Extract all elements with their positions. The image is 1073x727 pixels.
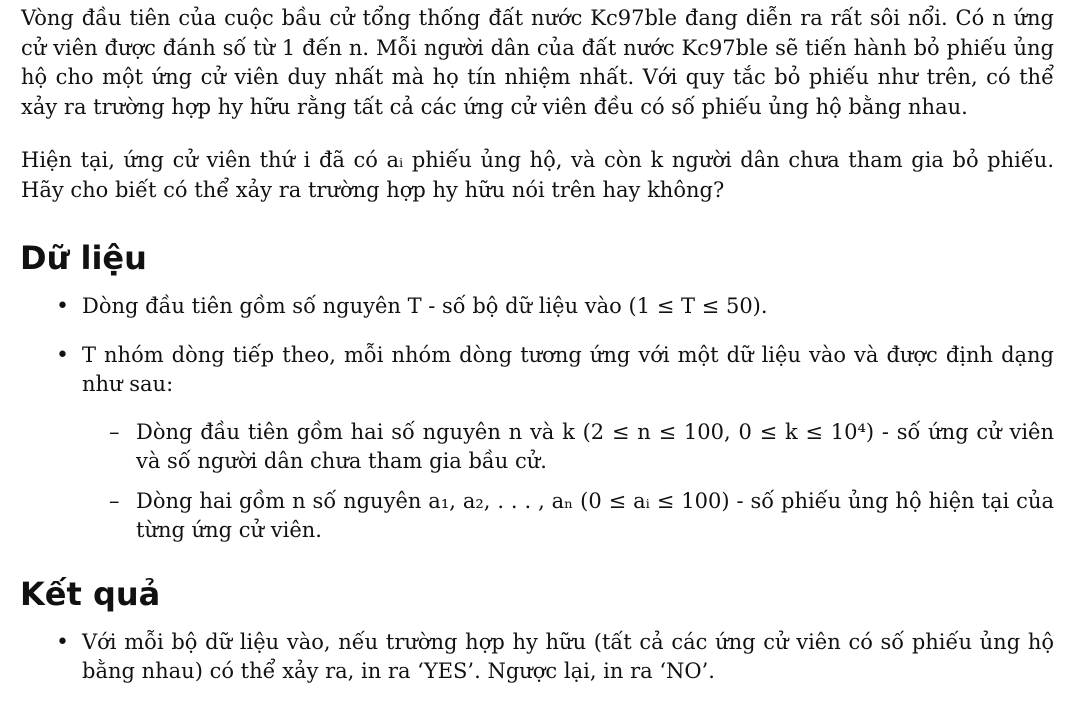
intro-paragraph-2: Hiện tại, ứng cử viên thứ i đã có aᵢ phiếu ủng hộ, và còn k người dân chưa tham gia bỏ phiếu. Hãy cho biết có thể xảy ra trường hợp hy hữu nói trên hay không? (21, 148, 1054, 202)
input-list (21, 292, 1054, 546)
intro-paragraph-1: Vòng đầu tiên của cuộc bầu cử tổng thống đất nước Kc97ble đang diễn ra rất sôi nổi. Có n ứng cử viên được đánh số từ 1 đến n. Mỗi người dân của đất nước Kc97ble sẽ tiến hành bỏ phiếu ủng hộ cho một ứng cử viên duy nhất mà họ tín nhiệm nhất. Với quy tắc bỏ phiếu như trên, có thể xảy ra trường hợp hy hữu rằng tất cả các ứng cử viên đều có số phiếu ủng hộ bằng nhau. (21, 6, 1054, 119)
input-item-2 (82, 341, 1054, 546)
output-section-title: Kết quả (20, 574, 161, 613)
output-item-1-text: Với mỗi bộ dữ liệu vào, nếu trường hợp hy hữu (tất cả các ứng cử viên có số phiếu ủng hộ bằng nhau) có thể xảy ra, in ra ‘YES’. Ngược lại, in ra ‘NO’. (82, 629, 1054, 683)
input-subitem-1: – Dòng đầu tiên gồm hai số nguyên n và k (2 ≤ n ≤ 100, 0 ≤ k ≤ 10⁴) - số ứng cử viên và số người dân chưa tham gia bầu cử. (136, 418, 1054, 477)
input-section-title: Dữ liệu (20, 239, 147, 277)
problem-statement (21, 4, 1054, 706)
input-sublist (82, 418, 1054, 546)
input-item-2-text: T nhóm dòng tiếp theo, mỗi nhóm dòng tương ứng với một dữ liệu vào và được định dạng như sau: (82, 342, 1054, 396)
output-list (21, 628, 1054, 687)
input-subitem-2: – Dòng hai gồm n số nguyên a₁, a₂, . . . , aₙ (0 ≤ aᵢ ≤ 100) - số phiếu ủng hộ hiện tại của từng ứng cử viên. (136, 487, 1054, 546)
output-item-1 (82, 628, 1054, 687)
input-item-1 (82, 292, 1054, 322)
input-item-1-text: Dòng đầu tiên gồm số nguyên T - số bộ dữ liệu vào (1 ≤ T ≤ 50). (82, 294, 768, 318)
